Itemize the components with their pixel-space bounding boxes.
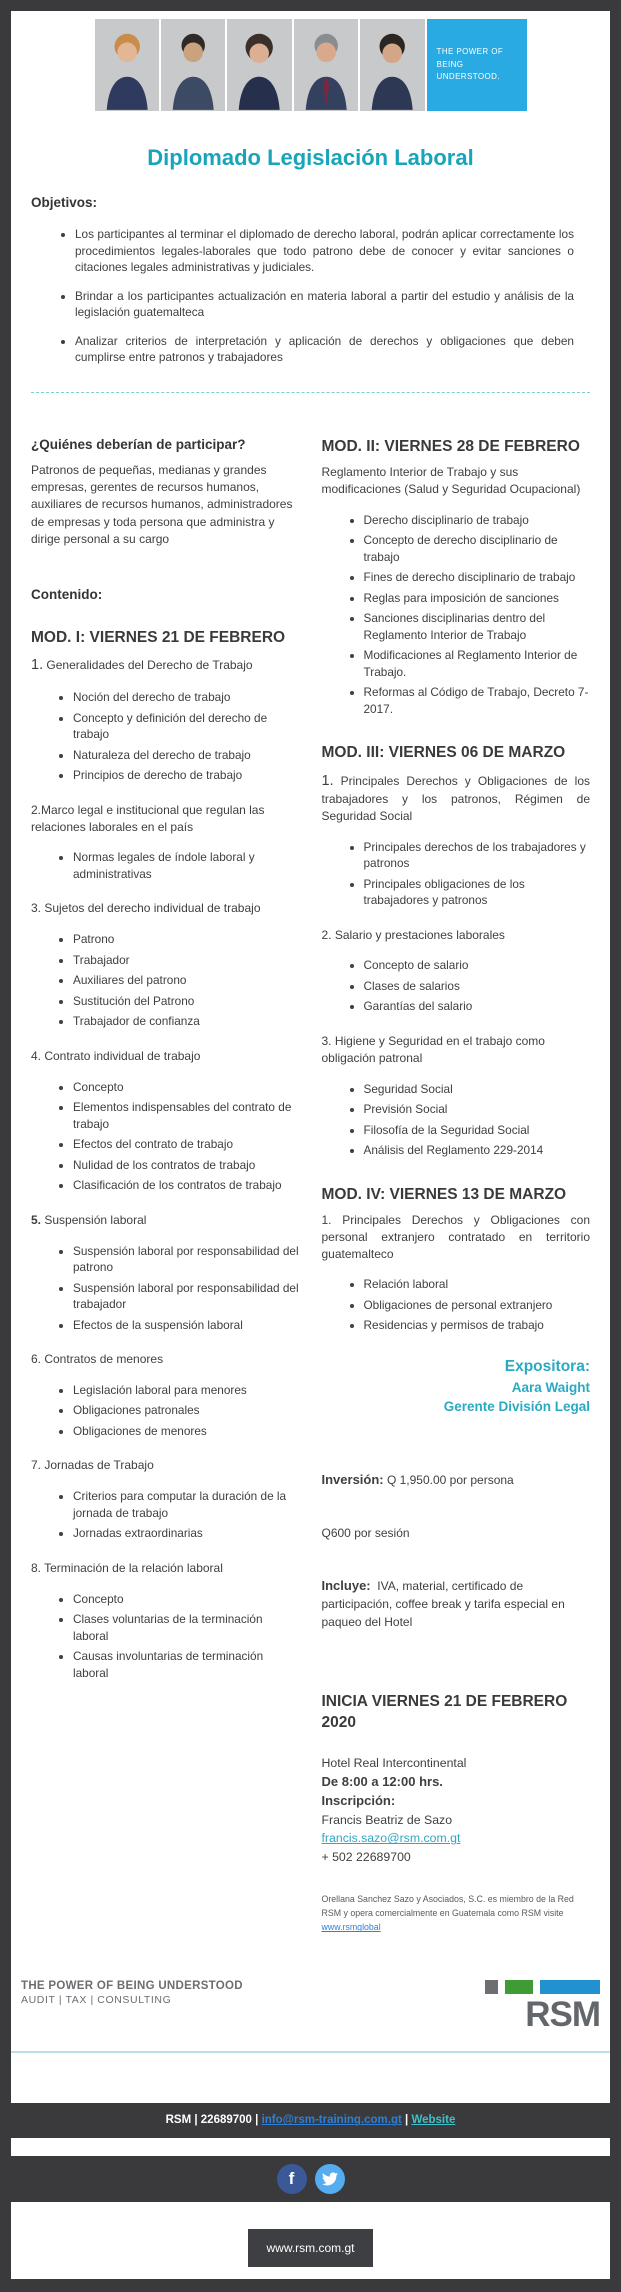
incluye-value: IVA, material, certificado de participación, coffee break y tarifa especial en paqueo del Hotel xyxy=(321,1579,569,1629)
mod4-section1-list xyxy=(322,1276,591,1334)
section-number: 5. xyxy=(31,1212,42,1227)
bullet-item: • Obligaciones patronales xyxy=(73,1402,300,1419)
bullet-item: • Garantías del salario xyxy=(364,998,591,1015)
mod3-section1-label xyxy=(322,771,591,825)
inversion-label: Inversión: xyxy=(321,1472,384,1488)
disclaimer xyxy=(322,1892,591,1934)
bullet-item: • Reglas para imposición de sanciones xyxy=(364,590,591,607)
contenido-heading: Contenido: xyxy=(31,586,103,602)
bullet-item: • Residencias y permisos de trabajo xyxy=(364,1317,591,1334)
email-body-card xyxy=(11,11,610,2103)
bullet-item: • Principios de derecho de trabajo xyxy=(73,767,300,784)
section-number: 1. xyxy=(321,1212,332,1227)
brand-tagline-line1: THE POWER OF BEING UNDERSTOOD xyxy=(21,1980,243,1993)
mod1-section7-label: 7. Jornadas de Trabajo xyxy=(31,1458,154,1473)
content-columns xyxy=(11,437,610,1935)
bullet-item: • Causas involuntarias de terminación laboral xyxy=(73,1648,300,1681)
venue-block xyxy=(322,1754,591,1867)
logo-gray-square xyxy=(485,1980,498,1994)
bullet-item: • Efectos de la suspensión laboral xyxy=(73,1317,300,1334)
section-number: 1. xyxy=(31,656,44,673)
bullet-item: • Concepto de salario xyxy=(364,957,591,974)
quienes-heading: ¿Quiénes deberían de participar? xyxy=(31,436,246,452)
banner-image xyxy=(95,19,527,111)
person-photo xyxy=(360,19,424,111)
mod3-section3-label: 3. Higiene y Seguridad en el trabajo como obligación patronal xyxy=(321,1033,545,1065)
person-photo xyxy=(227,19,291,111)
quienes-body: Patronos de pequeñas, medianas y grandes empresas, gerentes de recursos humanos, auxiliares de recursos humanos, administradores de empresas y toda persona que administra y dirige personal a su cargo xyxy=(31,462,293,547)
mod1-section4-list xyxy=(31,1079,300,1194)
brand-tagline xyxy=(21,1980,243,2006)
page-title: Diplomado Legislación Laboral xyxy=(147,145,474,170)
objetivo-item: • Los participantes al terminar el diplomado de derecho laboral, podrán aplicar correctamente los procedimientos legales-laborales que todo patrono debe de conocer y evitar sanciones o citaciones legales administrativas y judiciales. xyxy=(75,226,574,276)
footer-website-link[interactable]: Website xyxy=(411,2114,456,2127)
bullet-item: • Efectos del contrato de trabajo xyxy=(73,1136,300,1153)
inversion-line xyxy=(322,1471,591,1490)
dashed-divider xyxy=(31,392,590,393)
mod4-title: MOD. IV: VIERNES 13 DE MARZO xyxy=(321,1185,567,1203)
incluye-label: Incluye: xyxy=(321,1578,371,1594)
bullet-item: • Clases de salarios xyxy=(364,978,591,995)
bullet-item: • Relación laboral xyxy=(364,1276,591,1293)
bullet-item: • Obligaciones de personal extranjero xyxy=(364,1297,591,1314)
bullet-item: • Reformas al Código de Trabajo, Decreto 7-2017. xyxy=(364,684,591,717)
bullet-item: • Trabajador de confianza xyxy=(73,1013,300,1030)
objetivos-heading: Objetivos: xyxy=(31,195,98,210)
mod1-section3-list xyxy=(31,931,300,1030)
bullet-item: • Naturaleza del derecho de trabajo xyxy=(73,747,300,764)
person-photo xyxy=(161,19,225,111)
mod3-section1-list xyxy=(322,839,591,909)
contact-phone: + 502 22689700 xyxy=(321,1849,411,1864)
contact-name: Francis Beatriz de Sazo xyxy=(321,1812,453,1827)
bullet-item: • Análisis del Reglamento 229-2014 xyxy=(364,1142,591,1159)
logo-green-square xyxy=(505,1980,533,1994)
mod4-section1-label xyxy=(322,1212,591,1262)
bullet-item: • Trabajador xyxy=(73,952,300,969)
bullet-item: • Principales derechos de los trabajadores y patronos xyxy=(364,839,591,872)
inversion-block xyxy=(322,1437,591,1666)
bullet-item: • Legislación laboral para menores xyxy=(73,1382,300,1399)
contact-email-line xyxy=(322,1829,591,1847)
bullet-item: • Fines de derecho disciplinario de trabajo xyxy=(364,569,591,586)
rsmglobal-link[interactable]: www.rsmglobal xyxy=(321,1922,381,1933)
bullet-item: • Sanciones disciplinarias dentro del Reglamento Interior de Trabajo xyxy=(364,610,591,643)
bullet-item: • Principales obligaciones de los trabajadores y patronos xyxy=(364,876,591,909)
bullet-item: • Nulidad de los contratos de trabajo xyxy=(73,1157,300,1174)
objetivos-list xyxy=(31,226,574,366)
mod1-section2-list xyxy=(31,849,300,882)
mod3-title: MOD. III: VIERNES 06 DE MARZO xyxy=(321,744,566,762)
inscripcion-label-text: Inscripción: xyxy=(321,1793,396,1809)
social-band xyxy=(0,2156,621,2202)
venue-name: Hotel Real Intercontinental xyxy=(321,1755,467,1770)
rsm-logo-squares xyxy=(485,1980,600,1994)
banner-tagline-line1: THE POWER OF xyxy=(436,47,504,57)
bullet-item: • Jornadas extraordinarias xyxy=(73,1525,300,1542)
expositora-heading: Expositora: xyxy=(504,1357,590,1375)
logo-blue-square xyxy=(540,1980,600,1994)
mod1-section1-label xyxy=(31,655,300,675)
right-column xyxy=(322,437,591,1935)
expositora-name: Aara Waight xyxy=(511,1379,590,1395)
twitter-icon[interactable] xyxy=(315,2164,345,2194)
mod3-section2-list xyxy=(322,957,591,1015)
mod1-section2-label: 2.Marco legal e institucional que regulan las relaciones laborales en el país xyxy=(31,802,265,834)
inversion-value: Q 1,950.00 por persona xyxy=(383,1473,514,1488)
section-number: 1. xyxy=(321,772,334,789)
mod1-section5-list xyxy=(31,1243,300,1334)
twitter-bird-glyph xyxy=(322,2171,338,2187)
footer-contact-bar xyxy=(0,2103,621,2138)
section-label-text: Generalidades del Derecho de Trabajo xyxy=(43,657,253,672)
section-label-text: Principales Derechos y Obligaciones con personal extranjero contratado en territorio guatemalteco xyxy=(321,1212,590,1261)
mod1-title: MOD. I: VIERNES 21 DE FEBRERO xyxy=(31,628,286,646)
bullet-item: • Auxiliares del patrono xyxy=(73,972,300,989)
bullet-item: • Modificaciones al Reglamento Interior de Trabajo. xyxy=(364,647,591,680)
bullet-item: • Normas legales de índole laboral y administrativas xyxy=(73,849,300,882)
left-column xyxy=(31,437,300,1935)
bullet-item: • Concepto de derecho disciplinario de trabajo xyxy=(364,532,591,565)
website-button[interactable]: www.rsm.com.gt xyxy=(248,2229,372,2267)
section-label-text: Suspensión laboral xyxy=(41,1212,147,1227)
facebook-icon[interactable]: f xyxy=(277,2164,307,2194)
bullet-item: • Seguridad Social xyxy=(364,1081,591,1098)
person-photo xyxy=(294,19,358,111)
inscripcion-label xyxy=(322,1791,591,1811)
mod3-section3-list xyxy=(322,1081,591,1159)
contact-bar-prefix: RSM | 22689700 | xyxy=(165,2114,262,2127)
bullet-item: • Derecho disciplinario de trabajo xyxy=(364,512,591,529)
expositora-block xyxy=(322,1356,591,1417)
banner xyxy=(11,11,610,111)
incluye-line xyxy=(322,1577,591,1631)
inicia-title: INICIA VIERNES 21 DE FEBRERO 2020 xyxy=(321,1692,568,1731)
bullet-item: • Criterios para computar la duración de la jornada de trabajo xyxy=(73,1488,300,1521)
mod1-section8-label: 8. Terminación de la relación laboral xyxy=(31,1560,223,1575)
mod1-section3-label: 3. Sujetos del derecho individual de trabajo xyxy=(31,901,261,916)
bullet-item: • Suspensión laboral por responsabilidad del patrono xyxy=(73,1243,300,1276)
mod3-section2-label: 2. Salario y prestaciones laborales xyxy=(321,927,505,942)
disclaimer-text: Orellana Sanchez Sazo y Asociados, S.C. es miembro de la Red RSM y opera comercialmente en Guatemala como RSM visite xyxy=(321,1894,577,1919)
expositora-role: Gerente División Legal xyxy=(443,1399,590,1415)
venue-time xyxy=(322,1772,591,1792)
mod1-section4-label: 4. Contrato individual de trabajo xyxy=(31,1048,201,1063)
contact-bar-separator: | xyxy=(401,2114,412,2127)
mod1-section5-label xyxy=(31,1212,300,1229)
mod1-section6-list xyxy=(31,1382,300,1440)
rsm-logo xyxy=(485,1980,600,2035)
brand-space xyxy=(11,2053,610,2103)
bottom-band xyxy=(11,2202,610,2279)
brand-tagline-line2: AUDIT | TAX | CONSULTING xyxy=(21,1994,172,2007)
bullet-item: • Concepto y definición del derecho de trabajo xyxy=(73,710,300,743)
bullet-item: • Clasificación de los contratos de trabajo xyxy=(73,1177,300,1194)
bullet-item: • Noción del derecho de trabajo xyxy=(73,689,300,706)
inversion-line2: Q600 por sesión xyxy=(321,1526,410,1541)
mod1-section8-list xyxy=(31,1591,300,1682)
footer-email-link[interactable]: info@rsm-training.com.gt xyxy=(261,2114,402,2127)
brand-footer xyxy=(11,1980,610,2035)
bullet-item: • Suspensión laboral por responsabilidad del trabajador xyxy=(73,1280,300,1313)
bullet-item: • Concepto xyxy=(73,1079,300,1096)
mod2-list xyxy=(322,512,591,718)
bullet-item: • Concepto xyxy=(73,1591,300,1608)
mod2-intro: Reglamento Interior de Trabajo y sus modificaciones (Salud y Seguridad Ocupacional) xyxy=(321,464,581,496)
mod1-section7-list xyxy=(31,1488,300,1542)
person-photo xyxy=(95,19,159,111)
banner-tagline-line2: BEING UNDERSTOOD. xyxy=(436,59,500,82)
bullet-item: • Obligaciones de menores xyxy=(73,1423,300,1440)
section-label-text: Principales Derechos y Obligaciones de los trabajadores y los patronos, Régimen de Seguridad Social xyxy=(321,773,590,823)
bullet-item: • Clases voluntarias de la terminación laboral xyxy=(73,1611,300,1644)
rsm-logo-text: RSM xyxy=(525,1995,600,2035)
bullet-item: • Patrono xyxy=(73,931,300,948)
time-label: De 8:00 a 12:00 hrs. xyxy=(321,1773,443,1789)
objetivo-item: • Analizar criterios de interpretación y aplicación de derechos y obligaciones que deben cumplirse entre patronos y trabajadores xyxy=(75,333,574,366)
bullet-item: • Previsión Social xyxy=(364,1101,591,1118)
bullet-item: • Filosofía de la Seguridad Social xyxy=(364,1122,591,1139)
banner-tagline xyxy=(427,19,527,111)
objetivos-section xyxy=(11,195,610,366)
mod1-section6-label: 6. Contratos de menores xyxy=(31,1352,164,1367)
mod1-section1-list xyxy=(31,689,300,784)
bullet-item: • Elementos indispensables del contrato de trabajo xyxy=(73,1099,300,1132)
white-spacer xyxy=(11,2138,610,2156)
contact-email-link[interactable]: francis.sazo@rsm.com.gt xyxy=(321,1831,461,1846)
objetivo-item: • Brindar a los participantes actualización en materia laboral a partir del estudio y análisis de la legislación guatemalteca xyxy=(75,288,574,321)
mod2-title: MOD. II: VIERNES 28 DE FEBRERO xyxy=(321,437,580,455)
bullet-item: • Sustitución del Patrono xyxy=(73,993,300,1010)
